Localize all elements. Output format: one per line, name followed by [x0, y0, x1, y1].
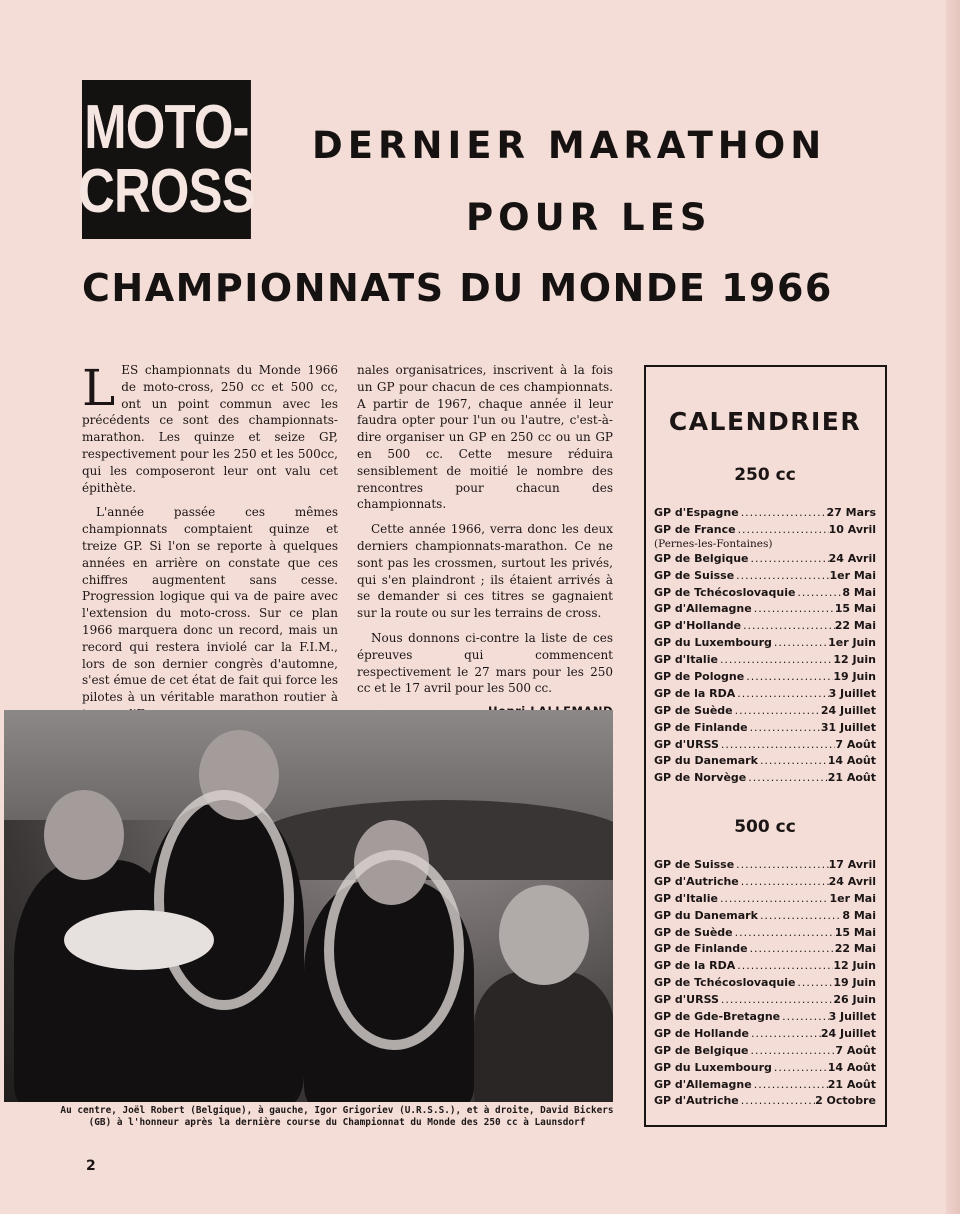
calendar-box: [644, 365, 887, 1127]
leader-dots: [736, 522, 829, 539]
event-name: GP d'URSS: [654, 737, 719, 751]
leader-dots: [744, 669, 833, 686]
calendar-row: [654, 669, 876, 686]
calendar-row: [654, 925, 876, 942]
leader-dots: [733, 925, 835, 942]
calendar-row: [654, 1009, 876, 1026]
calendar-row: [654, 1093, 876, 1110]
calendar-row: [654, 720, 876, 737]
event-date: 8 Mai: [842, 908, 876, 922]
leader-dots: [718, 652, 833, 669]
event-name: GP de la RDA: [654, 959, 736, 973]
event-date: 14 Août: [827, 754, 876, 768]
article-paragraph: Nous donnons ci-contre la liste de ces épreuves qui commencent respectivement le 27 mars pour les 250 cc et le 17 avril pour les 500 cc.: [357, 630, 613, 696]
event-date: 3 Juillet: [828, 1010, 876, 1024]
event-date: 24 Avril: [828, 874, 876, 888]
event-date: 12 Juin: [833, 959, 876, 973]
leader-dots: [734, 857, 828, 874]
leader-dots: [719, 992, 833, 1009]
podium-photo: [4, 710, 613, 1102]
event-name: GP d'Espagne: [654, 506, 739, 519]
event-name: GP de Suède: [654, 925, 733, 939]
calendar-row: [654, 857, 876, 874]
headline-line-1: DERNIER MARATHON: [312, 124, 827, 167]
leader-dots: [772, 1060, 828, 1077]
event-name: GP d'Autriche: [654, 1094, 739, 1108]
event-name: GP de Finlande: [654, 942, 748, 956]
event-name: GP d'Hollande: [654, 619, 742, 633]
leader-dots: [741, 618, 835, 635]
event-date: 1er Mai: [829, 568, 876, 582]
leader-dots: [719, 737, 835, 754]
calendar-row: [654, 686, 876, 703]
event-name: GP d'Autriche: [654, 874, 739, 888]
calendar-row: [654, 522, 876, 539]
leader-dots: [749, 1026, 821, 1043]
leader-dots: [733, 703, 821, 720]
event-name: GP d'Allemagne: [654, 602, 752, 616]
article-column-2: [357, 362, 613, 720]
event-name: GP d'Italie: [654, 891, 718, 905]
calendar-row: [654, 992, 876, 1009]
event-date: 10 Avril: [828, 522, 876, 536]
event-name: GP de Belgique: [654, 1043, 749, 1057]
calendar-row: [654, 975, 876, 992]
event-date: 19 Juin: [833, 976, 876, 990]
leader-dots: [735, 686, 828, 703]
calendar-row: [654, 770, 876, 787]
event-name: GP de Gde-Bretagne: [654, 1010, 781, 1024]
event-date: 22 Mai: [834, 619, 876, 633]
event-name: GP de France: [654, 522, 736, 536]
event-date: 1er Mai: [829, 891, 876, 905]
calendar-list-500: [654, 857, 876, 1110]
leader-dots: [746, 770, 827, 787]
event-date: 31 Juillet: [820, 720, 876, 734]
event-date: 22 Mai: [834, 942, 876, 956]
event-name: GP de Pologne: [654, 670, 745, 684]
event-date: 24 Juillet: [820, 703, 876, 717]
article-paragraph: L'année passée ces mêmes championnats comptaient quinze et treize GP. Si l'on se reporte à quelques années en arrière on constate que ces chiffres augmentent sans cesse. Progression logique qui va de paire avec l'extension du moto-cross. Sur ce plan 1966 marquera donc un record, mais un record qui restera inviolé car la F.I.M., lors de son dernier congrès d'automne, s'est émue de cet état de fait qui force les pilotes à un véritable marathon routier à: [82, 505, 338, 705]
calendar-list-250: [654, 505, 876, 787]
event-date: 12 Juin: [833, 653, 876, 667]
event-date: 21 Août: [827, 771, 876, 785]
leader-dots: [739, 874, 829, 891]
calendar-row: [654, 874, 876, 891]
event-name: GP d'Italie: [654, 653, 718, 667]
calendar-row: [654, 1060, 876, 1077]
article-paragraph: nales organisatrices, inscrivent à la fois un GP pour chacun de ces championnats. A partir de 1967, chaque année il leur faudra opter pour l'un ou l'autre, c'est-à-dire organiser un GP en 250 cc ou un GP en 500 cc. Cette mesure réduira sensiblement de moitié le nombre des rencontres pour chacun des championnats.: [357, 363, 613, 512]
event-name: GP de Norvège: [654, 771, 747, 785]
leader-dots: [734, 568, 829, 585]
leader-dots: [795, 975, 833, 992]
photo-caption: Au centre, Joël Robert (Belgique), à gauche, Igor Grigoriev (U.R.S.S.), et à droite, David Bickers (GB) à l'honneur après la dernière course du Championnat du Monde des 250 cc à Launsdorf: [60, 1105, 614, 1128]
calendar-row: [654, 891, 876, 908]
event-name: GP de Tchécoslovaquie: [654, 976, 796, 990]
leader-dots: [758, 753, 828, 770]
calendar-row: [654, 1043, 876, 1060]
leader-dots: [748, 720, 821, 737]
calendar-row: [654, 568, 876, 585]
leader-dots: [795, 585, 842, 602]
motocross-logo: [78, 80, 255, 239]
calendar-row: [654, 1077, 876, 1094]
headline-line-2: POUR LES: [466, 196, 712, 239]
article-paragraph: LES championnats du Monde 1966 de moto-cross, 250 cc et 500 cc, ont un point commun avec les précédents ce sont des championnats-marathon. Les quinze et seize GP, respectivement pour les 250 et les 500cc, qui les composeront leur ont valu cet épithète.: [82, 359, 338, 495]
leader-dots: [772, 635, 828, 652]
event-date: 8 Mai: [842, 585, 876, 599]
event-name: GP de Suède: [654, 703, 733, 717]
logo-line-1: MOTO-: [84, 92, 249, 162]
event-date: 2 Octobre: [815, 1094, 876, 1108]
article-column-1: [82, 359, 338, 756]
event-note: (Pernes-les-Fontaines): [654, 537, 773, 550]
leader-dots: [758, 908, 842, 925]
event-name: GP de Finlande: [654, 720, 748, 734]
drop-cap: L: [82, 359, 116, 417]
event-date: 24 Avril: [828, 551, 876, 565]
calendar-row: [654, 551, 876, 568]
calendar-row: [654, 941, 876, 958]
event-name: GP de Suisse: [654, 568, 735, 582]
leader-dots: [735, 958, 833, 975]
leader-dots: [718, 891, 830, 908]
category-250-heading: 250 cc: [734, 465, 796, 485]
event-date: 17 Avril: [828, 858, 876, 871]
calendar-row: [654, 505, 876, 522]
event-date: 15 Mai: [834, 925, 876, 939]
calendar-row: [654, 1026, 876, 1043]
calendar-row: [654, 601, 876, 618]
event-name: GP de la RDA: [654, 686, 736, 700]
calendar-row: [654, 585, 876, 602]
event-date: 19 Juin: [833, 670, 876, 684]
event-date: 24 Juillet: [820, 1026, 876, 1040]
event-date: 26 Juin: [833, 993, 876, 1007]
calendar-row: [654, 703, 876, 720]
calendar-row: [654, 618, 876, 635]
calendar-row: [654, 958, 876, 975]
event-name: GP de Belgique: [654, 551, 749, 565]
calendar-row: [654, 753, 876, 770]
leader-dots: [780, 1009, 828, 1026]
event-name: GP du Luxembourg: [654, 1060, 772, 1074]
logo-line-2: CROSS: [78, 156, 255, 226]
event-date: 1er Juin: [828, 636, 876, 650]
event-date: 21 Août: [827, 1077, 876, 1091]
leader-dots: [739, 1093, 815, 1110]
leader-dots: [748, 941, 835, 958]
page-edge: [946, 0, 960, 1214]
event-date: 3 Juillet: [828, 686, 876, 700]
page-number: 2: [86, 1158, 96, 1174]
leader-dots: [749, 551, 829, 568]
event-date: 15 Mai: [834, 602, 876, 616]
event-name: GP d'URSS: [654, 993, 719, 1007]
event-name: GP du Danemark: [654, 754, 758, 768]
event-name: GP de Suisse: [654, 858, 735, 871]
article-paragraph: Cette année 1966, verra donc les deux derniers championnats-marathon. Ce ne sont pas les crossmen, surtout les privés, qui s'en plaindront ; ils étaient arrivés à se demander si ces titres se gagnaient sur la route ou sur les terrains de cross.: [357, 522, 613, 621]
calendar-row: [654, 652, 876, 669]
event-date: 27 Mars: [826, 506, 876, 519]
category-500-heading: 500 cc: [734, 817, 796, 837]
leader-dots: [749, 1043, 836, 1060]
leader-dots: [739, 505, 827, 522]
event-name: GP de Tchécoslovaquie: [654, 585, 796, 599]
event-date: 7 Août: [835, 1043, 876, 1057]
leader-dots: [752, 601, 835, 618]
event-date: 7 Août: [835, 737, 876, 751]
headline-line-3: CHAMPIONNATS DU MONDE 1966: [82, 266, 833, 310]
event-date: 14 Août: [827, 1060, 876, 1074]
event-name: GP d'Allemagne: [654, 1077, 752, 1091]
event-name: GP de Hollande: [654, 1026, 749, 1040]
calendar-row: [654, 908, 876, 925]
leader-dots: [752, 1077, 828, 1094]
calendar-row: [654, 737, 876, 754]
event-name: GP du Luxembourg: [654, 636, 772, 650]
calendar-row: [654, 635, 876, 652]
event-name: GP du Danemark: [654, 908, 758, 922]
calendar-title: CALENDRIER: [668, 407, 862, 436]
